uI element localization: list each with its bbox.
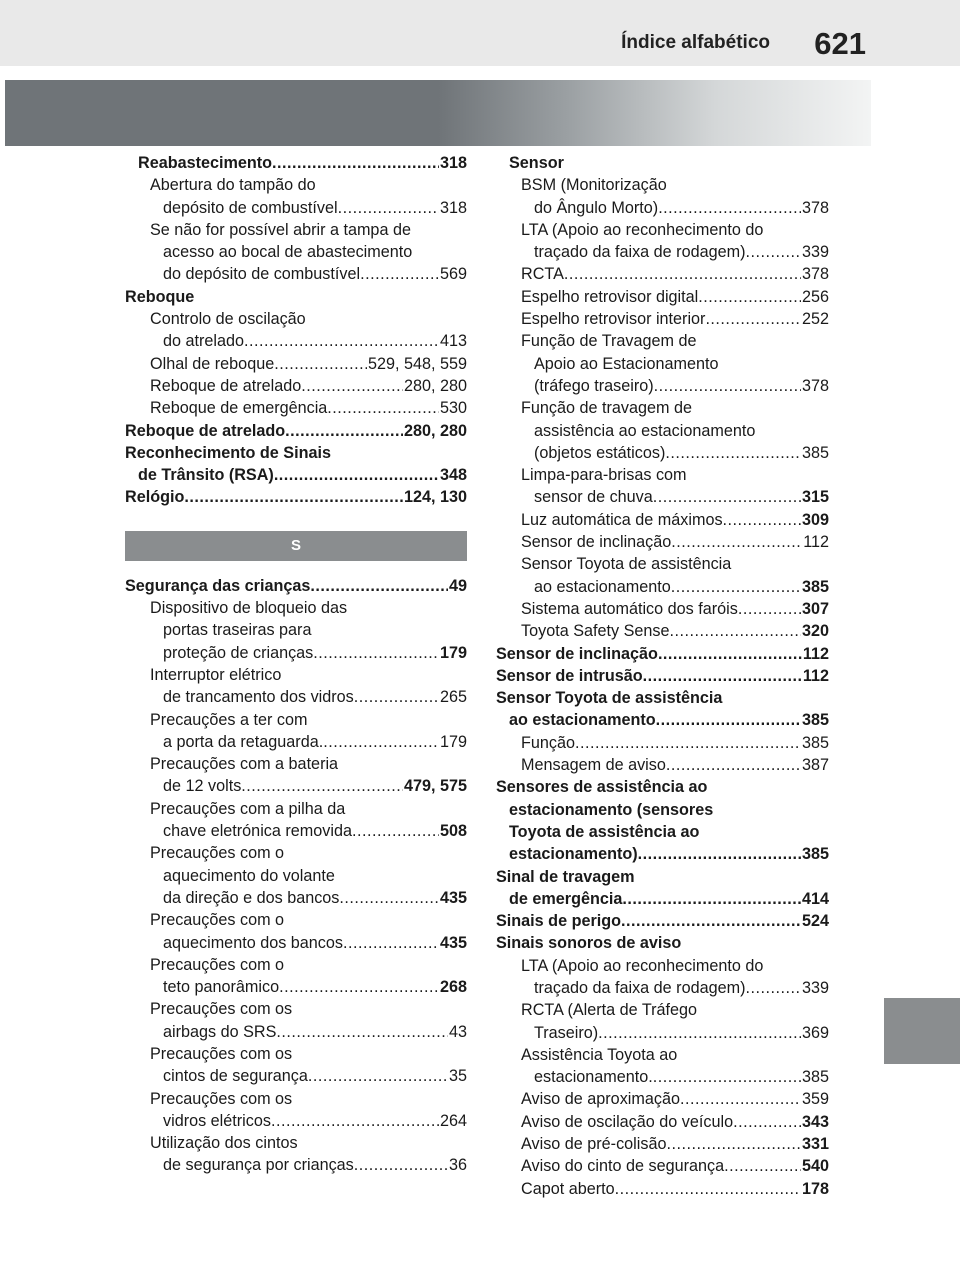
index-entry [496,643,829,665]
index-entry [125,1065,467,1087]
page-reference: 378 [801,265,829,284]
page-reference: 529, 548, 559 [367,354,467,373]
entry-text: Se não for possível abrir a tampa de [150,220,411,239]
index-entry [496,1178,829,1200]
entry-text: Reboque de atrelado [150,376,302,395]
index-entry [496,955,829,977]
index-entry [125,619,467,641]
page-reference: 385 [801,711,829,730]
dot-leader [656,709,801,731]
entry-text: Espelho retrovisor digital [521,287,699,306]
dot-leader [745,241,801,263]
entry-text: Utilização dos cintos [150,1134,298,1153]
entry-text: Sensores de assistência ao [496,778,708,797]
page-reference: 378 [801,376,829,395]
dot-leader [666,1133,801,1155]
section-title: Índice alfabético [621,32,770,53]
index-entry [125,820,467,842]
dot-leader [705,308,801,330]
entry-text: de emergência [509,889,623,908]
page-reference: 530 [439,399,467,418]
index-entry [496,174,829,196]
entry-text: de Trânsito (RSA) [138,466,274,485]
entry-text: (tráfego traseiro) [534,376,654,395]
dot-leader [343,932,439,954]
index-entry [125,775,467,797]
index-entry [496,866,829,888]
index-entry [125,1021,467,1043]
page-reference: 36 [448,1156,467,1175]
dot-leader [745,977,801,999]
page-reference: 385 [801,845,829,864]
page-reference: 309 [801,510,829,529]
index-entry [125,375,467,397]
page-reference: 369 [801,1023,829,1042]
dot-leader [241,775,403,797]
index-entry [125,664,467,686]
dot-leader [733,1111,801,1133]
page-reference: 268 [439,978,467,997]
entry-text: LTA (Apoio ao reconhecimento do [521,220,764,239]
index-entry [125,686,467,708]
dot-leader [272,152,439,174]
dot-leader [184,486,403,508]
page-reference: 112 [803,533,829,552]
index-entry [496,1022,829,1044]
entry-text: BSM (Monitorização [521,176,667,195]
page-reference: 385 [801,577,829,596]
index-entry [125,464,467,486]
page-reference: 339 [801,243,829,262]
dot-leader [360,263,439,285]
index-entry [496,1133,829,1155]
dot-leader [271,1110,439,1132]
entry-text: Precauções com a bateria [150,755,339,774]
dot-leader [671,531,802,553]
entry-text: Função de travagem de [521,399,692,418]
entry-text: Sinal de travagem [496,867,635,886]
dot-leader [665,442,801,464]
entry-text: Aviso de aproximação [521,1090,680,1109]
entry-text: traçado da faixa de rodagem) [534,243,746,262]
index-entry [125,241,467,263]
entry-text: Espelho retrovisor interior [521,310,706,329]
index-entry [125,575,467,597]
page-reference: 112 [802,644,829,663]
index-entry [496,553,829,575]
index-entry [125,731,467,753]
section-letter-bar: S [125,531,467,561]
dot-leader [669,620,801,642]
dot-leader [338,197,439,219]
page-reference: 112 [802,666,829,685]
entry-text: estacionamento (sensores [509,800,714,819]
index-entry [496,486,829,508]
page-reference: 179 [439,643,467,662]
entry-text: Sinais sonoros de aviso [496,934,682,953]
page-number: 621 [814,26,866,61]
page-reference: 435 [439,888,467,907]
index-entry [125,865,467,887]
index-entry [125,197,467,219]
entry-text: Precauções com o [150,955,285,974]
entry-text: da direção e dos bancos [163,888,340,907]
entry-text: Capot aberto [521,1179,615,1198]
index-entry [496,620,829,642]
entry-text: Precauções com os [150,1089,293,1108]
index-entry [496,464,829,486]
entry-text: Controlo de oscilação [150,310,306,329]
entry-text: Sensor [509,154,564,172]
dot-leader [724,1155,801,1177]
entry-text: Sensor de inclinação [521,533,672,552]
index-entry [496,732,829,754]
entry-text: Relógio [125,488,185,507]
index-entry [496,509,829,531]
page-reference: 264 [439,1111,467,1130]
entry-text: portas traseiras para [163,621,312,640]
page-reference: 315 [801,488,829,507]
entry-text: Traseiro) [534,1023,599,1042]
entry-text: Reboque [125,287,195,306]
index-entry [496,1155,829,1177]
page-reference: 385 [801,443,829,462]
dot-leader [308,1065,448,1087]
dot-leader [575,732,801,754]
page-reference: 378 [801,198,829,217]
index-entry [125,753,467,775]
index-entry [125,709,467,731]
entry-text: assistência ao estacionamento [534,421,756,440]
page-reference: 348 [439,466,467,485]
entry-text: acesso ao bocal de abastecimento [163,243,413,262]
entry-text: a porta da retaguarda. [163,732,324,751]
page-reference: 49 [448,576,467,595]
entry-text: Aviso do cinto de segurança [521,1157,725,1176]
dot-leader [313,642,439,664]
index-entry [125,597,467,619]
index-column-left [125,152,467,1177]
entry-text: Mensagem de aviso [521,756,666,775]
page-reference: 435 [439,933,467,952]
entry-text: vidros elétricos [163,1111,271,1130]
index-entry [496,330,829,352]
dot-leader [653,1066,801,1088]
index-entry [125,420,467,442]
dot-leader [354,686,439,708]
page-reference: 385 [801,1068,829,1087]
page-reference: 387 [801,756,829,775]
dot-leader [352,820,439,842]
index-entry [125,887,467,909]
index-entry [496,353,829,375]
entry-text: Assistência Toyota ao [521,1045,678,1064]
entry-text: Dispositivo de bloqueio das [150,599,348,618]
entry-text: estacionamento. [534,1068,653,1087]
entry-text: Precauções com o [150,844,285,863]
dot-leader [723,509,801,531]
index-entry [125,1043,467,1065]
dot-leader [698,286,801,308]
dot-leader [274,353,367,375]
entry-text: Sensor de inclinação [496,644,658,663]
index-entry [496,576,829,598]
page-reference: 265 [439,688,467,707]
index-entries-s [125,575,467,1177]
dot-leader [279,976,439,998]
dot-leader [354,1154,448,1176]
index-entry [125,842,467,864]
index-entry [496,999,829,1021]
entry-text: depósito de combustível [163,198,338,217]
dot-leader [680,1088,801,1110]
index-entry [496,531,829,553]
dot-leader [658,197,801,219]
index-entries-r [125,152,467,509]
dot-leader [244,330,439,352]
index-entry [125,442,467,464]
dot-leader [638,843,801,865]
page-reference: 256 [801,287,829,306]
dot-leader [738,598,801,620]
entry-text: Função [521,733,575,752]
page-reference: 280, 280 [403,421,467,440]
page-reference: 414 [801,889,829,908]
entry-text: Toyota Safety Sense [521,622,670,641]
page-reference: 43 [448,1022,467,1041]
page-reference: 524 [801,912,829,931]
entry-text: ao estacionamento [509,711,656,730]
index-entry [496,375,829,397]
index-entry [496,910,829,932]
dot-leader [276,1021,448,1043]
index-entry [496,1044,829,1066]
index-entry [125,397,467,419]
index-entry [125,263,467,285]
index-entry [496,308,829,330]
index-entry [496,1111,829,1133]
index-column-right [496,152,829,1200]
entry-text: aquecimento dos bancos [163,933,343,952]
entry-text: Olhal de reboque [150,354,275,373]
index-entry [496,709,829,731]
entry-text: proteção de crianças [163,643,314,662]
page-reference: 339 [801,978,829,997]
index-entry [125,353,467,375]
entry-text: Reboque de emergência [150,399,328,418]
chapter-tab-marker [884,998,960,1064]
entry-text: chave eletrónica removida [163,822,352,841]
index-entry [125,308,467,330]
page-reference: 413 [439,332,467,351]
entry-text: Função de Travagem de [521,332,697,351]
dot-leader [666,754,801,776]
dot-leader [622,888,801,910]
index-entry [496,1066,829,1088]
entry-text: aquecimento do volante [163,866,335,885]
dot-leader [301,375,403,397]
entry-text: Sensor Toyota de assistência [496,689,723,708]
index-entry [496,598,829,620]
index-entry [496,152,829,174]
entry-text: Aviso de oscilação do veículo [521,1112,734,1131]
entry-text: Reabastecimento [138,154,273,172]
index-entry [125,954,467,976]
page-reference: 343 [801,1112,829,1131]
entry-text: airbags do SRS [163,1022,277,1041]
page-reference: 318 [439,198,467,217]
dot-leader [285,420,403,442]
entry-text: Precauções com a pilha da [150,799,346,818]
page-reference: 307 [801,599,829,618]
index-entry [496,286,829,308]
page-reference: 385 [801,733,829,752]
index-entry [496,799,829,821]
entry-text: de segurança por crianças [163,1156,354,1175]
entry-text: do atrelado [163,332,245,351]
entry-text: Reconhecimento de Sinais [125,443,331,462]
page-reference: 280, 280 [403,376,467,395]
page-reference: 35 [448,1067,467,1086]
index-entry [125,1154,467,1176]
page-reference: 179 [439,732,467,751]
index-entries-s-continued [496,152,829,1200]
index-entry [125,174,467,196]
entry-text: de 12 volts [163,777,242,796]
chapter-banner [5,80,871,146]
index-entry [125,330,467,352]
entry-text: Precauções com o [150,911,285,930]
index-entry [496,776,829,798]
page-reference: 569 [439,265,467,284]
index-entry [496,1088,829,1110]
entry-text: Aviso de pré-colisão [521,1135,667,1154]
page-reference: 124, 130 [403,488,467,507]
page-reference: 320 [801,622,829,641]
entry-text: Limpa-para-brisas com [521,466,687,485]
entry-text: teto panorâmico [163,978,280,997]
dot-leader [327,397,439,419]
index-entry [125,642,467,664]
entry-text: de trancamento dos vidros [163,688,354,707]
index-entry [496,241,829,263]
entry-text: Interruptor elétrico [150,665,282,684]
entry-text: do Ângulo Morto) [534,198,659,217]
index-entry [496,888,829,910]
index-entry [125,1132,467,1154]
entry-text: Precauções com os [150,1000,293,1019]
entry-text: Precauções com os [150,1044,293,1063]
entry-text: do depósito de combustível [163,265,361,284]
entry-text: Reboque de atrelado [125,421,286,440]
entry-text: sensor de chuva [534,488,653,507]
entry-text: Abertura do tampão do [150,176,316,195]
entry-text: Sinais de perigo [496,912,622,931]
page-reference: 479, 575 [403,777,467,796]
dot-leader [274,464,439,486]
dot-leader [310,575,448,597]
index-entry [496,977,829,999]
index-entry [496,397,829,419]
index-entry [496,197,829,219]
index-entry [496,754,829,776]
dot-leader [323,731,439,753]
index-entry [125,219,467,241]
index-entry [125,976,467,998]
index-entry [496,821,829,843]
page-reference: 359 [801,1090,829,1109]
entry-text: Toyota de assistência ao [509,822,700,841]
index-entry [125,909,467,931]
entry-text: Sistema automático dos faróis [521,599,738,618]
index-entry [125,1110,467,1132]
page-reference: 331 [801,1135,829,1154]
dot-leader [658,643,802,665]
index-entry [125,998,467,1020]
page-reference: 178 [801,1179,829,1198]
page-reference: 252 [801,310,829,329]
entry-text: LTA (Apoio ao reconhecimento do [521,956,764,975]
index-entry [496,843,829,865]
dot-leader [653,486,801,508]
entry-text: Segurança das crianças [125,576,311,595]
dot-leader [671,576,801,598]
index-entry [125,798,467,820]
entry-text: RCTA (Alerta de Tráfego [521,1001,698,1020]
entry-text: Precauções a ter com [150,710,308,729]
dot-leader [615,1178,801,1200]
index-entry [125,286,467,308]
index-entry [496,263,829,285]
dot-leader [598,1022,801,1044]
index-entry [125,932,467,954]
index-entry [496,687,829,709]
page-reference: 508 [439,822,467,841]
dot-leader [339,887,439,909]
dot-leader [621,910,801,932]
entry-text: RCTA [521,265,564,284]
entry-text: (objetos estáticos) [534,443,666,462]
index-entry [125,1088,467,1110]
entry-text: ao estacionamento [534,577,671,596]
index-entry [496,420,829,442]
entry-text: Sensor de intrusão [496,666,643,685]
index-entry [125,152,467,174]
index-entry [496,665,829,687]
entry-text: traçado da faixa de rodagem) [534,978,746,997]
dot-leader [643,665,802,687]
index-entry [496,219,829,241]
dot-leader [654,375,801,397]
page-reference: 540 [801,1157,829,1176]
index-entry [496,442,829,464]
entry-text: Luz automática de máximos [521,510,723,529]
index-entry [125,486,467,508]
dot-leader [564,263,801,285]
index-entry [496,932,829,954]
entry-text: Sensor Toyota de assistência [521,555,732,574]
entry-text: estacionamento) [509,845,638,864]
page-reference: 318 [439,154,467,172]
entry-text: Apoio ao Estacionamento [534,354,719,373]
entry-text: cintos de segurança [163,1067,308,1086]
